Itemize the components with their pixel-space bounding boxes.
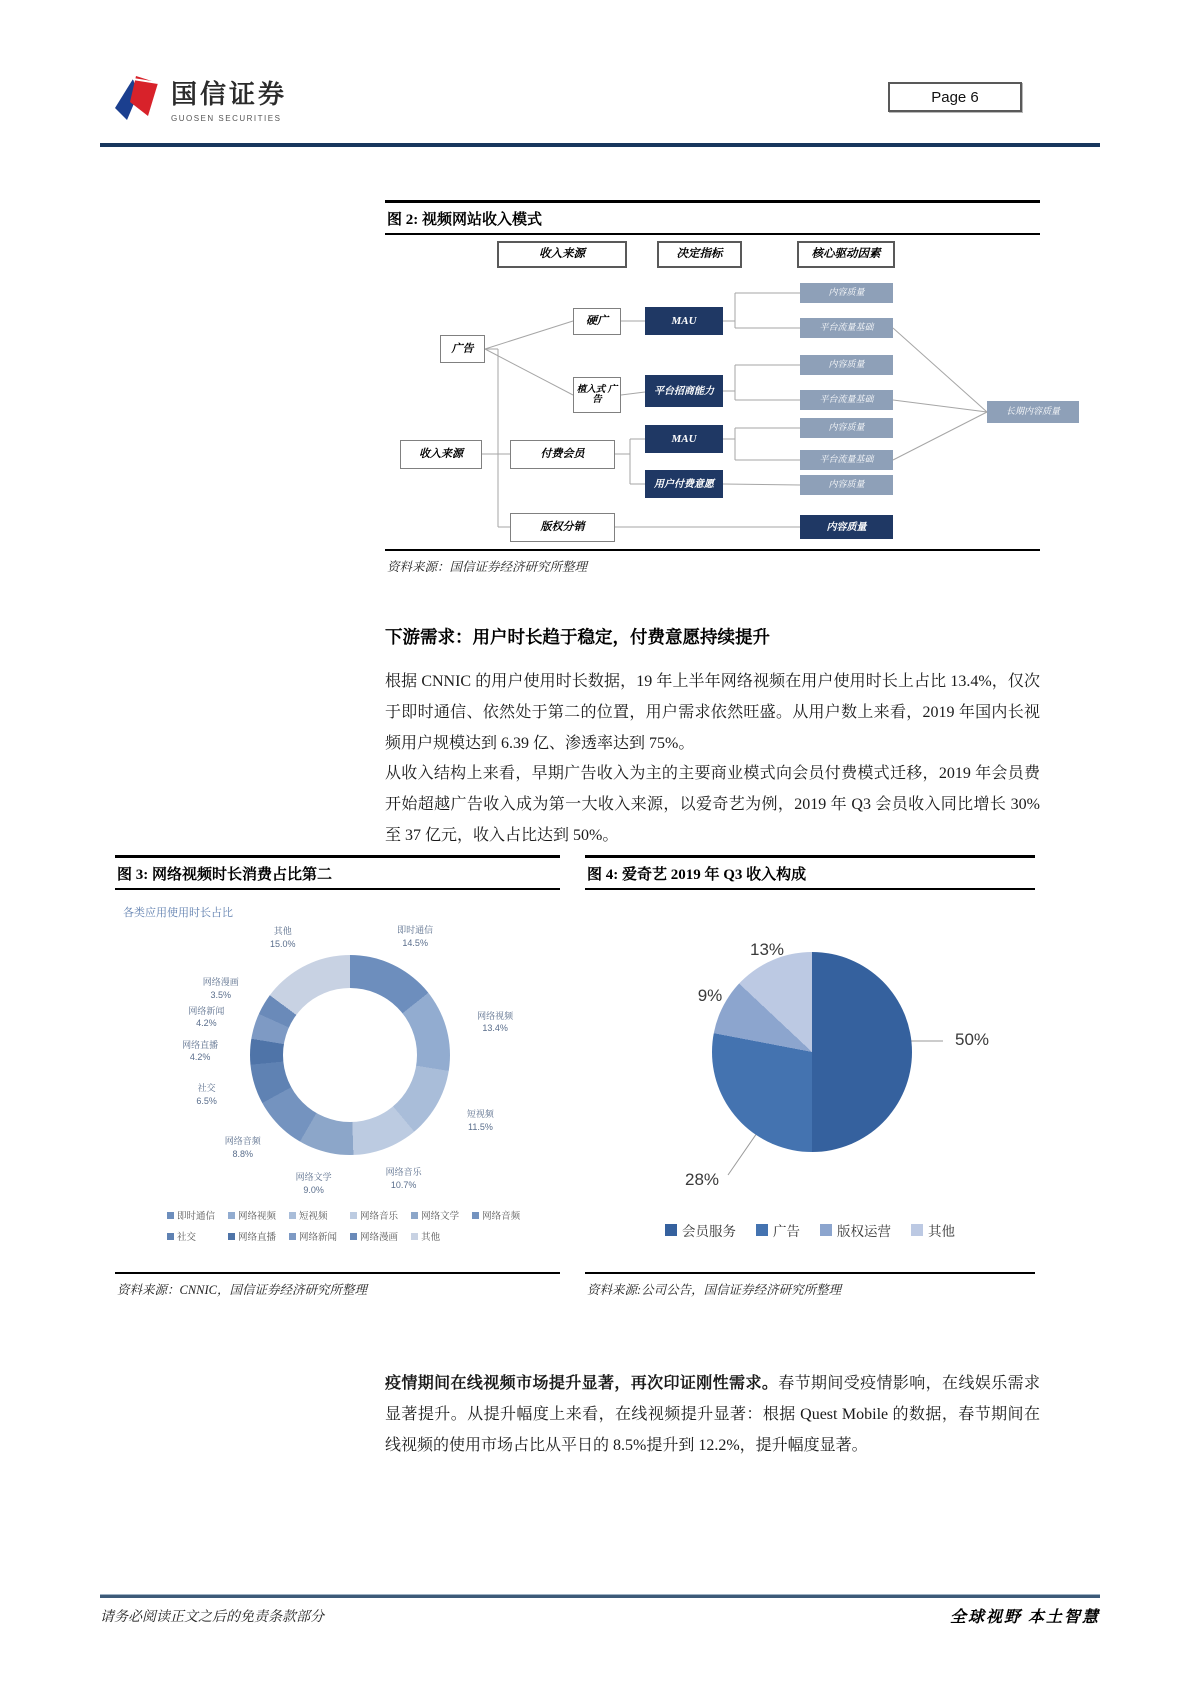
donut-legend-item: 即时通信 (167, 1208, 215, 1222)
figure2-flowchart (385, 235, 1060, 549)
donut-slice-label: 网络音频 8.8% (224, 1136, 261, 1159)
donut-slice-label: 即时通信 14.5% (397, 925, 434, 948)
legend-swatch (350, 1212, 357, 1219)
node-pay-willingness: 用户付费意愿 (645, 470, 723, 498)
node-longterm-content-quality: 长期内容质量 (987, 401, 1079, 423)
donut-slice-label: 网络直播 4.2% (182, 1039, 219, 1063)
donut-legend-item: 网络视频 (228, 1208, 276, 1222)
figure2-source: 资料来源：国信证券经济研究所整理 (385, 549, 1040, 575)
guosen-logo-icon (113, 74, 161, 124)
paragraph-1: 根据 CNNIC 的用户使用时长数据，19 年上半年网络视频在用户使用时长上占比 13.4%，仅次于即时通信、依然处于第二的位置，用户需求依然旺盛。从用户数上来看，2019 年国内长视频用户规模达到 6.39 亿、渗透率达到 75%。 (385, 673, 1040, 753)
pie-label-other: 13% (749, 940, 785, 959)
col-header-core-driver: 核心驱动因素 (797, 241, 895, 268)
donut-slice-label: 短视频 11.5% (466, 1109, 494, 1132)
node-content-quality-2: 内容质量 (800, 355, 893, 375)
section-heading: 下游需求：用户时长趋于稳定，付费意愿持续提升 (385, 627, 770, 647)
node-traffic-base-2: 平台流量基础 (800, 390, 893, 410)
legend-swatch (289, 1233, 296, 1240)
brand-name-en: GUOSEN SECURITIES (171, 114, 282, 123)
figure4-block (585, 855, 1035, 1298)
donut-slice-label: 网络文学 9.0% (295, 1172, 332, 1195)
figure4-source: 资料来源:公司公告，国信证券经济研究所整理 (585, 1272, 1035, 1298)
brand-logo (113, 74, 287, 124)
pie-legend (585, 1220, 1035, 1240)
donut-slice-label: 网络音乐 10.7% (385, 1167, 422, 1190)
legend-swatch (289, 1212, 296, 1219)
legend-swatch (411, 1212, 418, 1219)
figure3-block (115, 855, 560, 1298)
closing-paragraph (385, 1368, 1040, 1462)
node-traffic-base-1: 平台流量基础 (800, 318, 893, 338)
pie-label-ad: 28% (684, 1170, 720, 1189)
legend-swatch (756, 1224, 768, 1236)
pie-legend-item: 广告 (756, 1220, 800, 1240)
donut-chart-title: 各类应用使用时长占比 (123, 907, 233, 919)
pie-legend-item: 会员服务 (665, 1220, 736, 1240)
node-revenue-source-root: 收入来源 (400, 440, 482, 469)
donut-legend (167, 1208, 520, 1243)
node-content-quality-1: 内容质量 (800, 283, 893, 303)
footer-disclaimer: 请务必阅读正文之后的免责条款部分 (100, 1610, 324, 1625)
col-header-revenue-source: 收入来源 (497, 241, 627, 268)
closing-bold: 疫情期间在线视频市场提升显著，再次印证刚性需求。 (385, 1375, 779, 1392)
legend-swatch (411, 1233, 418, 1240)
flowchart-connectors (385, 235, 1085, 549)
page-number-badge: Page 6 (888, 82, 1022, 112)
donut-slice-label: 网络漫画 3.5% (202, 977, 239, 1000)
figure3-title: 图 3: 网络视频时长消费占比第二 (115, 855, 560, 890)
node-mau-1: MAU (645, 307, 723, 335)
pie-label-member: 50% (954, 1030, 990, 1049)
donut-legend-item: 网络文学 (411, 1208, 459, 1222)
header-divider (100, 143, 1100, 147)
donut-legend-item: 网络音频 (472, 1208, 520, 1222)
pie-chart (712, 952, 912, 1152)
legend-swatch (167, 1212, 174, 1219)
donut-legend-item: 网络直播 (228, 1229, 276, 1243)
node-copyright-distribution: 版权分销 (510, 513, 615, 542)
donut-slice-label: 其他 15.0% (269, 926, 296, 949)
legend-swatch (350, 1233, 357, 1240)
legend-swatch (167, 1233, 174, 1240)
brand-name-cn: 国信证券 (171, 79, 288, 109)
legend-swatch (911, 1224, 923, 1236)
node-traffic-base-3: 平台流量基础 (800, 450, 893, 470)
node-content-quality-4: 内容质量 (800, 475, 893, 495)
donut-legend-item: 其他 (411, 1229, 459, 1243)
figure4-title: 图 4: 爱奇艺 2019 年 Q3 收入构成 (585, 855, 1035, 890)
node-advertising: 广告 (440, 335, 485, 363)
pie-legend-item: 版权运营 (820, 1220, 891, 1240)
donut-legend-item: 社交 (167, 1229, 215, 1243)
pie-label-copyright: 9% (697, 986, 723, 1005)
donut-slice-label: 网络新闻 4.2% (188, 1005, 225, 1029)
node-content-quality-dark: 内容质量 (800, 515, 893, 539)
donut-legend-item: 网络漫画 (350, 1229, 398, 1243)
figure4-chart (585, 890, 1035, 1272)
node-merchant-ability: 平台招商能力 (645, 375, 723, 407)
donut-slice-label: 社交 6.5% (196, 1082, 217, 1106)
closing-text: 春节期间受疫情影响，在线娱乐需求显著提升。从提升幅度上来看，在线视频提升显著：根据 Quest Mobile 的数据，春节期间在线视频的使用市场占比从平日的 8.5%提升到 12.2%，提升幅度显著。 (385, 1375, 1040, 1455)
donut-legend-item: 短视频 (289, 1208, 337, 1222)
node-paid-member: 付费会员 (510, 440, 615, 469)
donut-chart (250, 955, 450, 1155)
legend-swatch (665, 1224, 677, 1236)
figure2-block (385, 200, 1060, 575)
legend-swatch (228, 1233, 235, 1240)
node-mau-2: MAU (645, 425, 723, 453)
donut-slice-label: 网络视频 13.4% (477, 1010, 514, 1034)
legend-swatch (472, 1212, 479, 1219)
node-content-quality-3: 内容质量 (800, 418, 893, 438)
footer-divider (100, 1594, 1100, 1598)
pie-legend-item: 其他 (911, 1220, 955, 1240)
figure3-chart (115, 890, 560, 1272)
col-header-deciding-indicator: 决定指标 (657, 241, 742, 268)
figure3-source: 资料来源：CNNIC，国信证券经济研究所整理 (115, 1272, 560, 1298)
node-hard-ad: 硬广 (573, 308, 621, 335)
footer-slogan: 全球视野 本土智慧 (949, 1609, 1100, 1626)
legend-swatch (228, 1212, 235, 1219)
donut-legend-item: 网络新闻 (289, 1229, 337, 1243)
figure2-title: 图 2: 视频网站收入模式 (385, 200, 1040, 235)
node-embedded-ad: 植入式 广告 (573, 377, 621, 413)
legend-swatch (820, 1224, 832, 1236)
donut-legend-item: 网络音乐 (350, 1208, 398, 1222)
paragraph-2: 从收入结构上来看，早期广告收入为主的主要商业模式向会员付费模式迁移，2019 年会员费开始超越广告收入成为第一大收入来源，以爱奇艺为例，2019 年 Q3 会员收入同比增长 30%至 37 亿元，收入占比达到 50%。 (385, 765, 1040, 845)
